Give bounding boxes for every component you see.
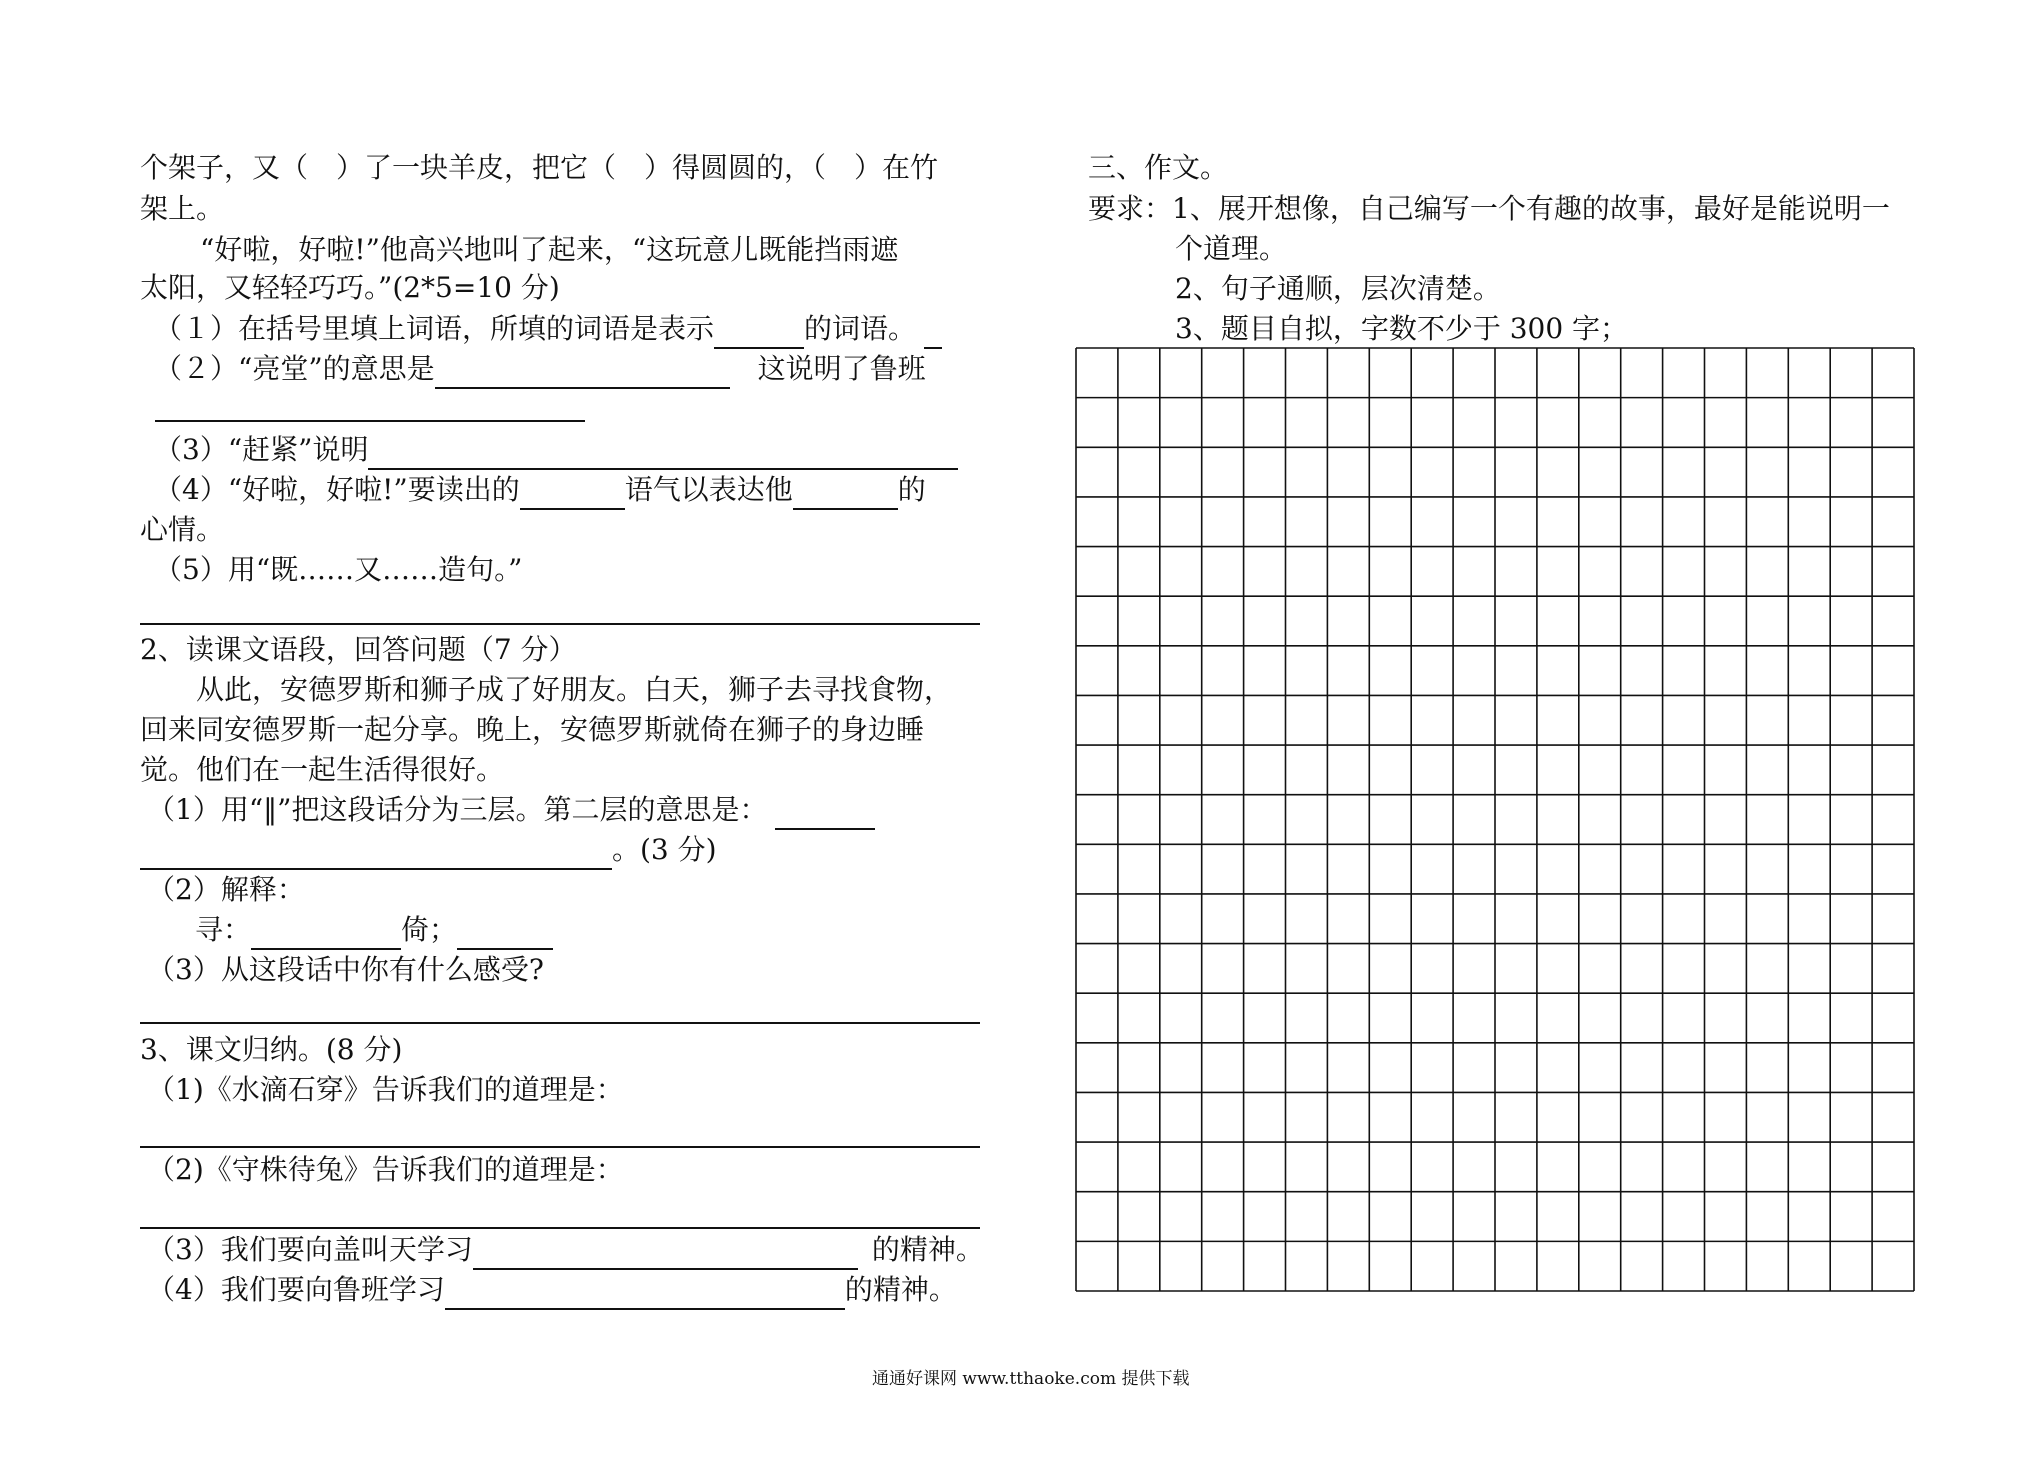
passage-line: 个架子，又（ ）了一块羊皮，把它（ ）得圆圆的，（ ）在竹 <box>140 151 939 184</box>
question-2-1-cont <box>140 830 717 870</box>
passage-line: 架上。 <box>140 192 225 225</box>
answer-blank[interactable] <box>457 918 553 950</box>
answer-blank[interactable] <box>473 1238 858 1270</box>
requirement-label: 要求： <box>1088 192 1173 225</box>
question-text: 的精神。 <box>844 1273 957 1306</box>
question-1-4 <box>154 470 926 510</box>
question-2-2: （2）解释： <box>147 873 305 906</box>
question-text: （4）“好啦，好啦!”要读出的 <box>154 473 520 506</box>
question-text: （1）用“‖”把这段话分为三层。第二层的意思是： <box>147 793 768 826</box>
question-2-3: （3）从这段话中你有什么感受? <box>147 953 544 986</box>
question-text: 语气以表达他 <box>624 473 793 506</box>
requirement-3: 3、题目自拟，字数不少于 300 字； <box>1175 312 1629 345</box>
footer-text: 通通好课网 www.tthaoke.com 提供下载 <box>872 1369 1190 1389</box>
question-text: 倚； <box>401 913 458 946</box>
requirement-2: 2、句子通顺，层次清楚。 <box>1175 272 1501 305</box>
question-text: 这说明了鲁班 <box>757 352 926 385</box>
question-3-1: （1)《水滴石穿》告诉我们的道理是： <box>147 1073 624 1106</box>
question-1-4-cont: 心情。 <box>140 513 225 546</box>
question-text: 。(3 分) <box>612 833 717 866</box>
answer-blank[interactable] <box>520 478 625 510</box>
requirement-text: 1、展开想像，自己编写一个有趣的故事，最好是能说明一 <box>1172 192 1890 225</box>
answer-blank[interactable] <box>924 317 942 349</box>
section-3-title: 3、课文归纳。(8 分) <box>140 1033 403 1066</box>
question-3-4 <box>147 1270 957 1310</box>
question-text: 的精神。 <box>871 1233 984 1266</box>
question-1-2 <box>154 349 926 389</box>
passage-line: 从此，安德罗斯和狮子成了好朋友。白天，狮子去寻找食物， <box>196 673 953 706</box>
question-text: （3）我们要向盖叫天学习 <box>147 1233 473 1266</box>
answer-blank[interactable] <box>775 798 875 830</box>
requirement-1-cont: 个道理。 <box>1175 232 1288 265</box>
composition-title: 三、作文。 <box>1088 151 1229 184</box>
answer-line[interactable] <box>140 623 980 625</box>
question-text: 的词语。 <box>804 312 917 345</box>
question-2-2-items <box>195 910 553 950</box>
question-3-2: （2)《守株待兔》告诉我们的道理是： <box>147 1153 624 1186</box>
section-2-title: 2、读课文语段，回答问题（7 分） <box>140 633 577 666</box>
answer-line[interactable] <box>140 1146 980 1148</box>
answer-line[interactable] <box>140 1022 980 1024</box>
passage-line: “好啦，好啦!”他高兴地叫了起来，“这玩意儿既能挡雨遮 <box>200 233 899 266</box>
answer-blank[interactable] <box>140 838 612 870</box>
answer-blank[interactable] <box>251 918 401 950</box>
question-text: （4）我们要向鲁班学习 <box>147 1273 445 1306</box>
composition-grid[interactable] <box>1075 347 1915 1292</box>
question-text: 寻： <box>195 913 252 946</box>
question-2-1 <box>147 790 875 830</box>
answer-blank[interactable] <box>368 438 958 470</box>
passage-line: 太阳，又轻轻巧巧。”(2*5=10 分) <box>140 271 560 304</box>
question-text: （１）在括号里填上词语，所填的词语是表示 <box>154 312 715 345</box>
question-text: 的 <box>897 473 926 506</box>
answer-line[interactable] <box>155 420 585 422</box>
answer-line[interactable] <box>140 1227 980 1229</box>
passage-line: 觉。他们在一起生活得很好。 <box>140 753 505 786</box>
requirement-1 <box>1088 189 1890 229</box>
question-text: （２）“亮堂”的意思是 <box>154 352 435 385</box>
question-text: （3）“赶紧”说明 <box>154 433 369 466</box>
answer-blank[interactable] <box>714 317 804 349</box>
question-1-5: （5）用“既……又……造句。” <box>154 553 523 586</box>
answer-blank[interactable] <box>435 357 730 389</box>
question-1-3 <box>154 430 958 470</box>
question-3-3 <box>147 1230 984 1270</box>
question-1-1 <box>154 309 942 349</box>
answer-blank[interactable] <box>793 478 898 510</box>
answer-blank[interactable] <box>445 1278 845 1310</box>
passage-line: 回来同安德罗斯一起分享。晚上，安德罗斯就倚在狮子的身边睡 <box>140 713 925 746</box>
